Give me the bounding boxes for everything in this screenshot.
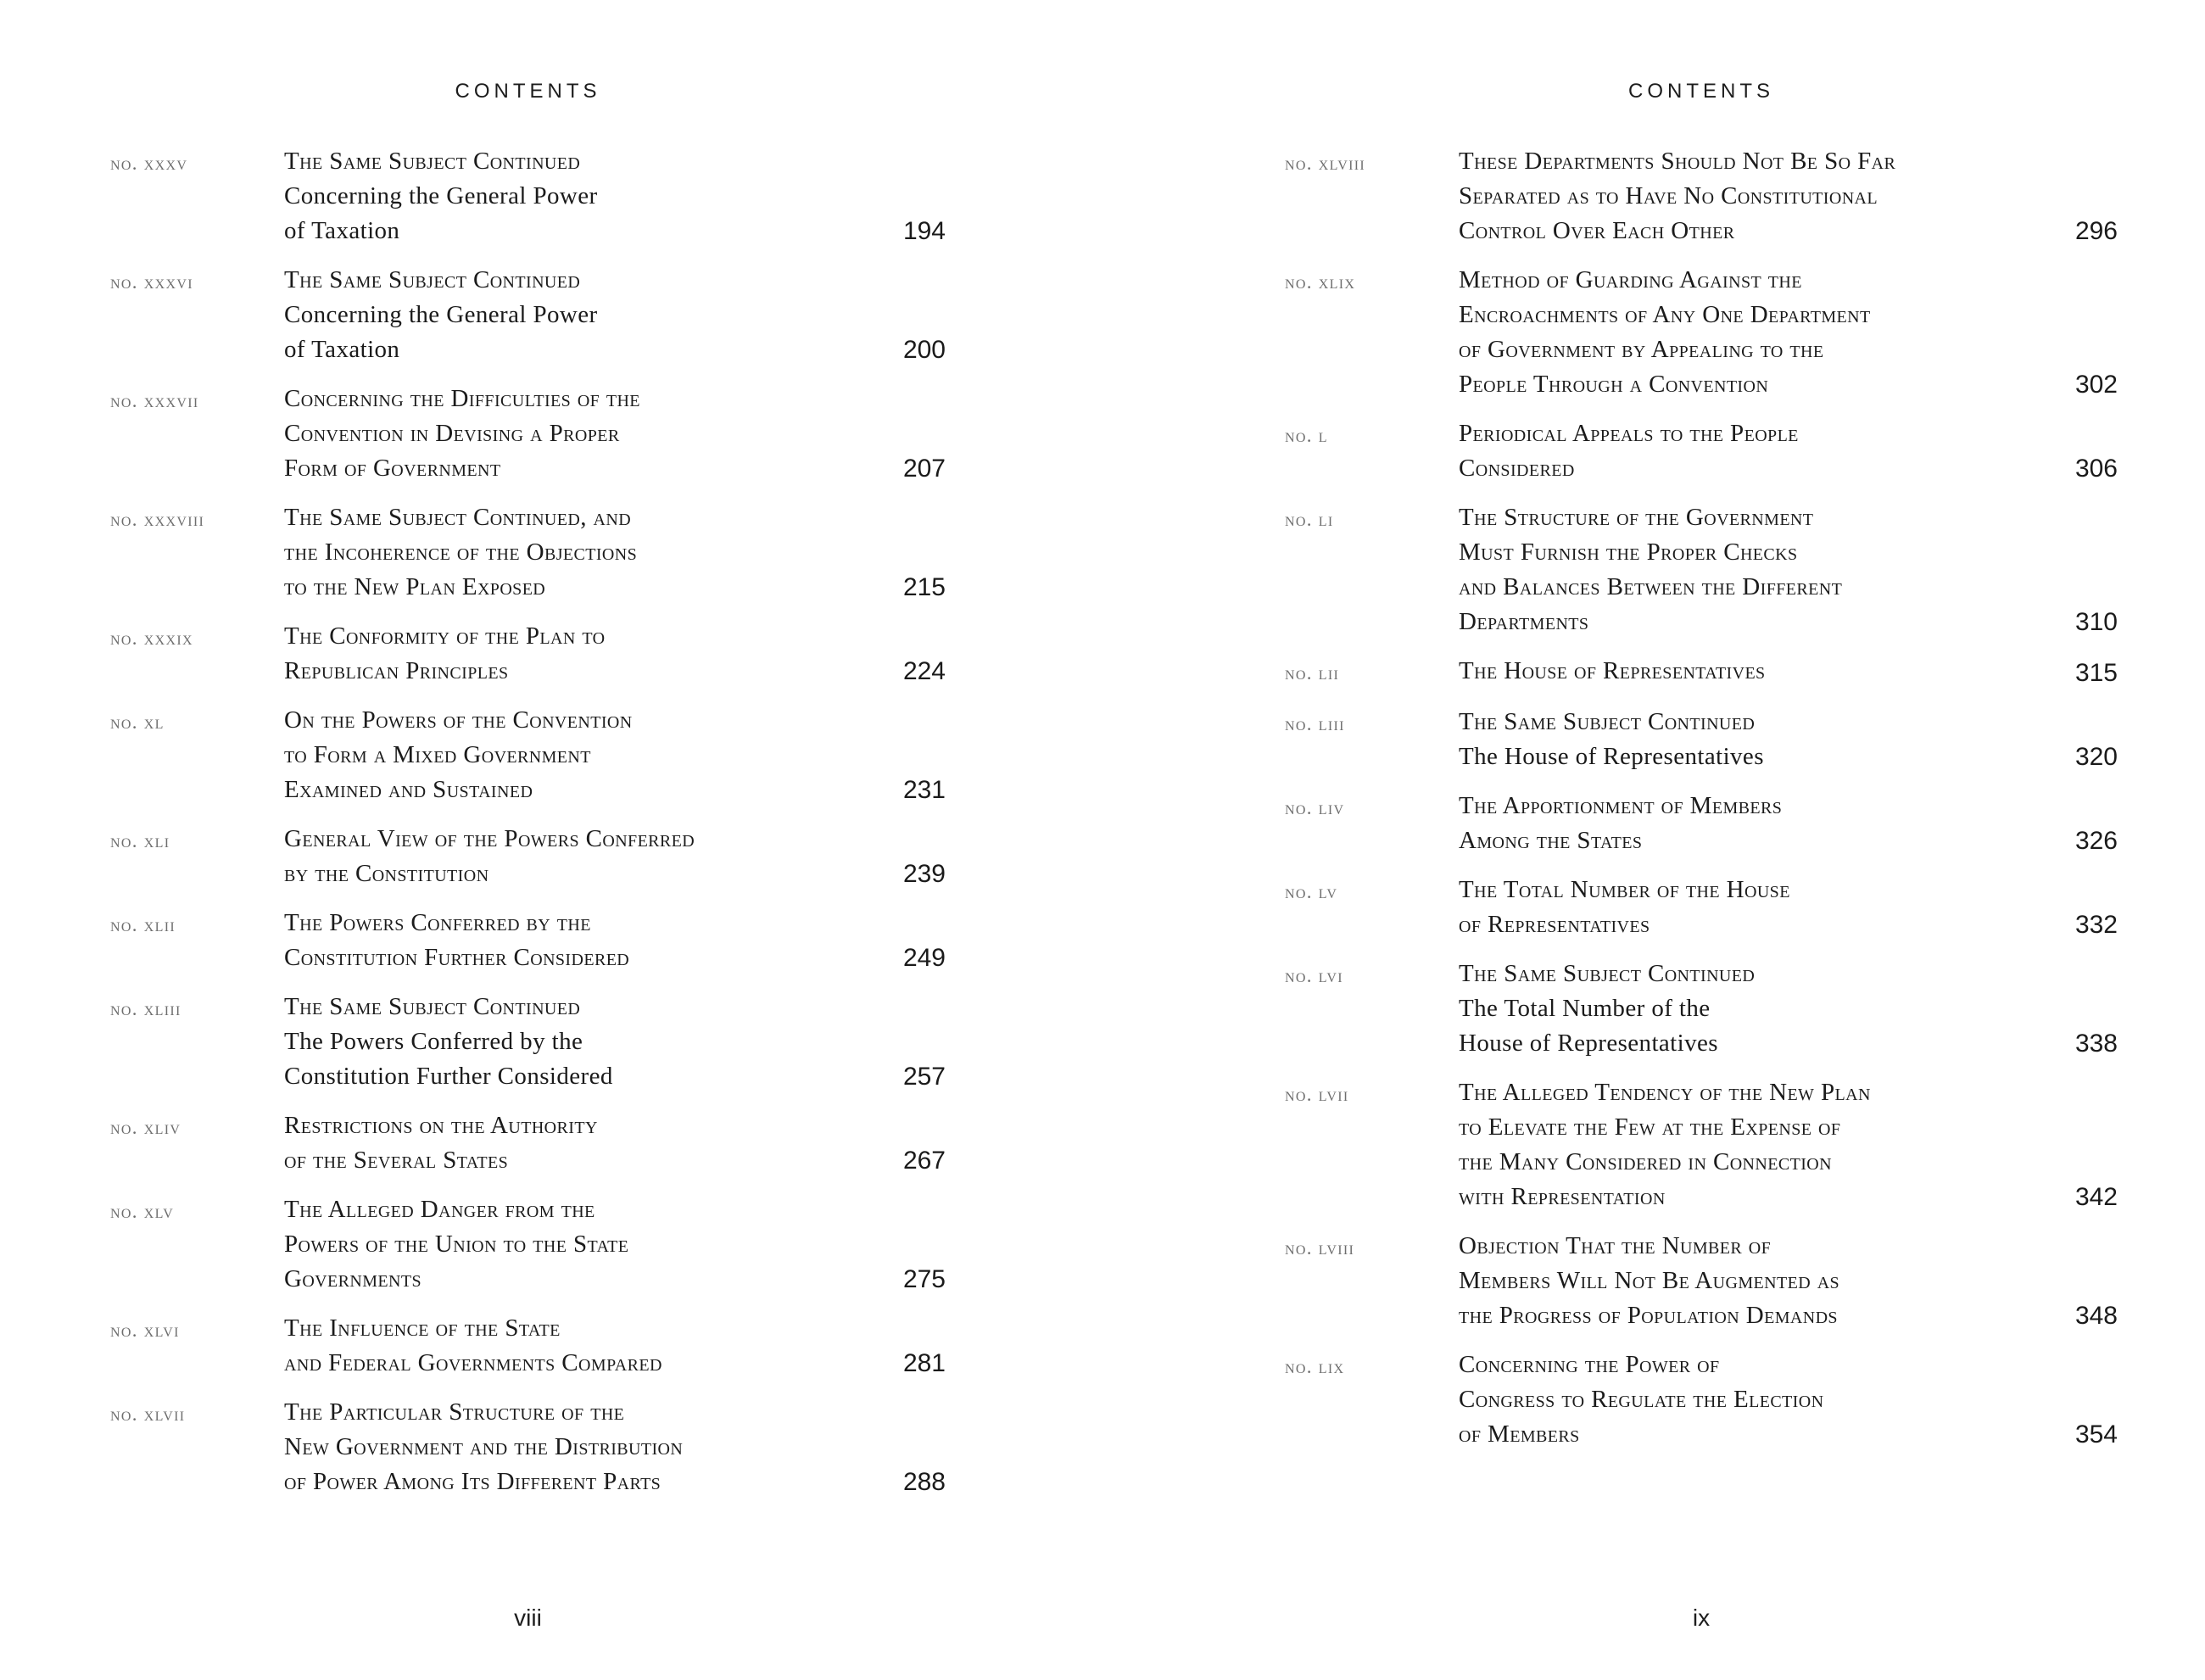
essay-title-line: House of Representatives bbox=[1459, 1030, 1718, 1057]
toc-entry bbox=[1285, 263, 2118, 402]
toc-entry bbox=[110, 1108, 946, 1178]
toc-entry bbox=[110, 1311, 946, 1381]
essay-title bbox=[1459, 1348, 2020, 1452]
essay-title-line: the Progress of Population Demands bbox=[1459, 1302, 1838, 1329]
essay-title-line: The House of Representatives bbox=[1459, 743, 1764, 770]
essay-page-number: 310 bbox=[2074, 608, 2118, 636]
toc-entry bbox=[110, 822, 946, 891]
essay-title-line: by the Constitution bbox=[284, 860, 489, 887]
essay-title-line: Concerning the General Power bbox=[284, 182, 598, 209]
essay-number-label: no. xlv bbox=[110, 1201, 175, 1222]
essay-page-number: 257 bbox=[902, 1063, 946, 1091]
toc-entries bbox=[1285, 144, 2118, 1452]
essay-title-line: The House of Representatives bbox=[1459, 657, 1766, 684]
toc-entry bbox=[1285, 500, 2118, 639]
essay-title bbox=[284, 263, 848, 367]
essay-title-line: The Structure of the Government bbox=[1459, 504, 1814, 531]
essay-number-label: no. xxxviii bbox=[110, 509, 205, 530]
essay-title-line: The Same Subject Continued bbox=[284, 266, 581, 293]
toc-entry bbox=[110, 1192, 946, 1297]
essay-title-line: Periodical Appeals to the People bbox=[1459, 420, 1799, 447]
essay-page-number: 275 bbox=[902, 1265, 946, 1293]
essay-title bbox=[284, 822, 848, 891]
contents-heading: CONTENTS bbox=[455, 80, 601, 103]
essay-title-line: The Alleged Tendency of the New Plan bbox=[1459, 1079, 1871, 1106]
essay-title-line: General View of the Powers Conferred bbox=[284, 825, 695, 852]
essay-title-line: The Powers Conferred by the bbox=[284, 1028, 583, 1055]
essay-title-line: The Influence of the State bbox=[284, 1314, 561, 1342]
essay-title-line: The Conformity of the Plan to bbox=[284, 622, 606, 650]
essay-title-line: The Same Subject Continued bbox=[284, 148, 581, 175]
essay-page-number: 249 bbox=[902, 944, 946, 972]
essay-title-line: Considered bbox=[1459, 455, 1575, 482]
essay-title bbox=[1459, 1229, 2020, 1333]
essay-title-line: The Same Subject Continued, and bbox=[284, 504, 632, 531]
essay-page-number: 348 bbox=[2074, 1302, 2118, 1330]
essay-number-label: no. lvii bbox=[1285, 1084, 1349, 1105]
essay-title-line: and Balances Between the Different bbox=[1459, 573, 1843, 600]
toc-entry bbox=[110, 382, 946, 486]
essay-title bbox=[1459, 263, 2020, 402]
page-right bbox=[1285, 78, 2118, 1680]
essay-title-line: Congress to Regulate the Election bbox=[1459, 1386, 1824, 1413]
essay-title-line: Governments bbox=[284, 1265, 422, 1292]
essay-number-label: no. xlvi bbox=[110, 1320, 180, 1341]
essay-title bbox=[284, 906, 848, 975]
essay-page-number: 338 bbox=[2074, 1030, 2118, 1058]
essay-number-label: no. xxxvii bbox=[110, 390, 199, 411]
essay-title-line: the Many Considered in Connection bbox=[1459, 1148, 1832, 1175]
toc-entry bbox=[1285, 144, 2118, 248]
essay-title-line: On the Powers of the Convention bbox=[284, 706, 633, 734]
essay-number-label: no. xxxix bbox=[110, 628, 193, 649]
essay-title-line: Objection That the Number of bbox=[1459, 1232, 1772, 1259]
folio-page-number: viii bbox=[514, 1605, 542, 1631]
essay-page-number: 326 bbox=[2074, 827, 2118, 855]
essay-title bbox=[284, 1395, 848, 1499]
essay-title-line: Concerning the General Power bbox=[284, 301, 598, 328]
essay-number-label: no. lviii bbox=[1285, 1237, 1355, 1259]
essay-page-number: 288 bbox=[902, 1468, 946, 1496]
essay-title-line: Members Will Not Be Augmented as bbox=[1459, 1267, 1840, 1294]
essay-page-number: 281 bbox=[902, 1349, 946, 1377]
essay-page-number: 215 bbox=[902, 573, 946, 601]
essay-title-line: Constitution Further Considered bbox=[284, 1063, 613, 1090]
essay-title bbox=[284, 619, 848, 689]
toc-entry bbox=[1285, 416, 2118, 486]
folio-page-number: ix bbox=[1692, 1605, 1711, 1631]
essay-title-line: The Same Subject Continued bbox=[1459, 960, 1756, 987]
toc-entry bbox=[1285, 654, 2118, 690]
essay-title-line: to Elevate the Few at the Expense of bbox=[1459, 1113, 1841, 1141]
essay-title bbox=[1459, 500, 2020, 639]
essay-title-line: New Government and the Distribution bbox=[284, 1433, 684, 1460]
essay-title bbox=[284, 1192, 848, 1297]
essay-number-label: no. xlvii bbox=[110, 1404, 186, 1425]
essay-title bbox=[1459, 1075, 2020, 1214]
essay-title-line: Examined and Sustained bbox=[284, 776, 533, 803]
toc-entry bbox=[110, 703, 946, 807]
essay-title bbox=[284, 703, 848, 807]
essay-page-number: 306 bbox=[2074, 455, 2118, 483]
essay-title bbox=[1459, 144, 2020, 248]
toc-entries bbox=[110, 144, 946, 1499]
essay-title bbox=[284, 382, 848, 486]
essay-number-label: no. xlii bbox=[110, 914, 176, 935]
essay-title-line: Method of Guarding Against the bbox=[1459, 266, 1802, 293]
toc-entry bbox=[1285, 1348, 2118, 1452]
essay-number-label: no. liii bbox=[1285, 713, 1345, 734]
toc-entry bbox=[110, 1395, 946, 1499]
essay-title-line: People Through a Convention bbox=[1459, 371, 1769, 398]
essay-number-label: no. xlviii bbox=[1285, 153, 1366, 174]
contents-heading: CONTENTS bbox=[1628, 80, 1774, 103]
essay-title bbox=[284, 500, 848, 605]
toc-entry bbox=[1285, 789, 2118, 858]
essay-title bbox=[284, 990, 848, 1094]
essay-number-label: no. xl bbox=[110, 712, 165, 733]
toc-entry bbox=[110, 144, 946, 248]
essay-page-number: 194 bbox=[902, 217, 946, 245]
essay-title-line: with Representation bbox=[1459, 1183, 1666, 1210]
essay-title bbox=[1459, 873, 2020, 942]
essay-page-number: 224 bbox=[902, 657, 946, 685]
essay-number-label: no. l bbox=[1285, 425, 1328, 446]
essay-title-line: The Same Subject Continued bbox=[284, 993, 581, 1020]
essay-title-line: to the New Plan Exposed bbox=[284, 573, 546, 600]
essay-number-label: no. lix bbox=[1285, 1356, 1345, 1377]
essay-page-number: 320 bbox=[2074, 743, 2118, 771]
essay-title-line: of Taxation bbox=[284, 336, 400, 363]
essay-number-label: no. xlix bbox=[1285, 271, 1356, 293]
essay-title-line: Concerning the Difficulties of the bbox=[284, 385, 640, 412]
essay-title bbox=[284, 1311, 848, 1381]
essay-title-line: and Federal Governments Compared bbox=[284, 1349, 662, 1376]
essay-page-number: 207 bbox=[902, 455, 946, 483]
essay-title-line: the Incoherence of the Objections bbox=[284, 539, 638, 566]
toc-entry bbox=[1285, 957, 2118, 1061]
essay-title bbox=[284, 144, 848, 248]
essay-title-line: The Total Number of the bbox=[1459, 995, 1711, 1022]
toc-entry bbox=[1285, 873, 2118, 942]
essay-title-line: Powers of the Union to the State bbox=[284, 1231, 629, 1258]
page-left bbox=[110, 78, 946, 1680]
essay-page-number: 354 bbox=[2074, 1420, 2118, 1448]
toc-entry bbox=[110, 906, 946, 975]
essay-number-label: no. lv bbox=[1285, 881, 1338, 902]
toc-entry bbox=[110, 263, 946, 367]
essay-title-line: The Powers Conferred by the bbox=[284, 909, 591, 936]
essay-number-label: no. xliii bbox=[110, 998, 181, 1019]
essay-title-line: The Apportionment of Members bbox=[1459, 792, 1783, 819]
essay-number-label: no. lvi bbox=[1285, 965, 1343, 986]
essay-page-number: 296 bbox=[2074, 217, 2118, 245]
essay-title-line: Form of Government bbox=[284, 455, 501, 482]
essay-title-line: Separated as to Have No Constitutional bbox=[1459, 182, 1878, 209]
essay-title-line: Constitution Further Considered bbox=[284, 944, 630, 971]
toc-entry bbox=[110, 990, 946, 1094]
essay-title-line: The Total Number of the House bbox=[1459, 876, 1790, 903]
essay-title-line: of Government by Appealing to the bbox=[1459, 336, 1824, 363]
essay-page-number: 332 bbox=[2074, 911, 2118, 939]
essay-title bbox=[1459, 705, 2020, 774]
essay-page-number: 231 bbox=[902, 776, 946, 804]
essay-title-line: of Representatives bbox=[1459, 911, 1650, 938]
essay-number-label: no. li bbox=[1285, 509, 1334, 530]
essay-title-line: of the Several States bbox=[284, 1147, 509, 1174]
essay-title bbox=[1459, 416, 2020, 486]
essay-number-label: no. lii bbox=[1285, 662, 1340, 684]
essay-number-label: no. liv bbox=[1285, 797, 1345, 818]
essay-title-line: Convention in Devising a Proper bbox=[284, 420, 620, 447]
essay-number-label: no. xli bbox=[110, 830, 170, 851]
essay-number-label: no. xxxv bbox=[110, 153, 188, 174]
essay-title-line: Republican Principles bbox=[284, 657, 509, 684]
toc-entry bbox=[1285, 1075, 2118, 1214]
toc-entry bbox=[1285, 1229, 2118, 1333]
essay-title-line: Must Furnish the Proper Checks bbox=[1459, 539, 1798, 566]
essay-title-line: The Particular Structure of the bbox=[284, 1398, 625, 1426]
essay-title-line: of Taxation bbox=[284, 217, 400, 244]
essay-title bbox=[1459, 957, 2020, 1061]
essay-title-line: of Members bbox=[1459, 1420, 1580, 1448]
essay-page-number: 200 bbox=[902, 336, 946, 364]
essay-title-line: Encroachments of Any One Department bbox=[1459, 301, 1871, 328]
toc-entry bbox=[110, 619, 946, 689]
essay-page-number: 315 bbox=[2074, 659, 2118, 687]
essay-page-number: 342 bbox=[2074, 1183, 2118, 1211]
essay-title-line: Departments bbox=[1459, 608, 1589, 635]
essay-title-line: The Same Subject Continued bbox=[1459, 708, 1756, 735]
toc-entry bbox=[110, 500, 946, 605]
essay-title-line: Concerning the Power of bbox=[1459, 1351, 1720, 1378]
essay-title bbox=[1459, 654, 2020, 690]
essay-title-line: Restrictions on the Authority bbox=[284, 1112, 598, 1139]
essay-title-line: Control Over Each Other bbox=[1459, 217, 1735, 244]
essay-title-line: Among the States bbox=[1459, 827, 1643, 854]
essay-title-line: The Alleged Danger from the bbox=[284, 1196, 595, 1223]
essay-title bbox=[1459, 789, 2020, 858]
essay-title bbox=[284, 1108, 848, 1178]
toc-entry bbox=[1285, 705, 2118, 774]
essay-page-number: 267 bbox=[902, 1147, 946, 1175]
essay-title-line: These Departments Should Not Be So Far bbox=[1459, 148, 1896, 175]
essay-number-label: no. xxxvi bbox=[110, 271, 193, 293]
essay-title-line: to Form a Mixed Government bbox=[284, 741, 591, 768]
essay-number-label: no. xliv bbox=[110, 1117, 181, 1138]
essay-title-line: of Power Among Its Different Parts bbox=[284, 1468, 662, 1495]
essay-page-number: 302 bbox=[2074, 371, 2118, 399]
essay-page-number: 239 bbox=[902, 860, 946, 888]
